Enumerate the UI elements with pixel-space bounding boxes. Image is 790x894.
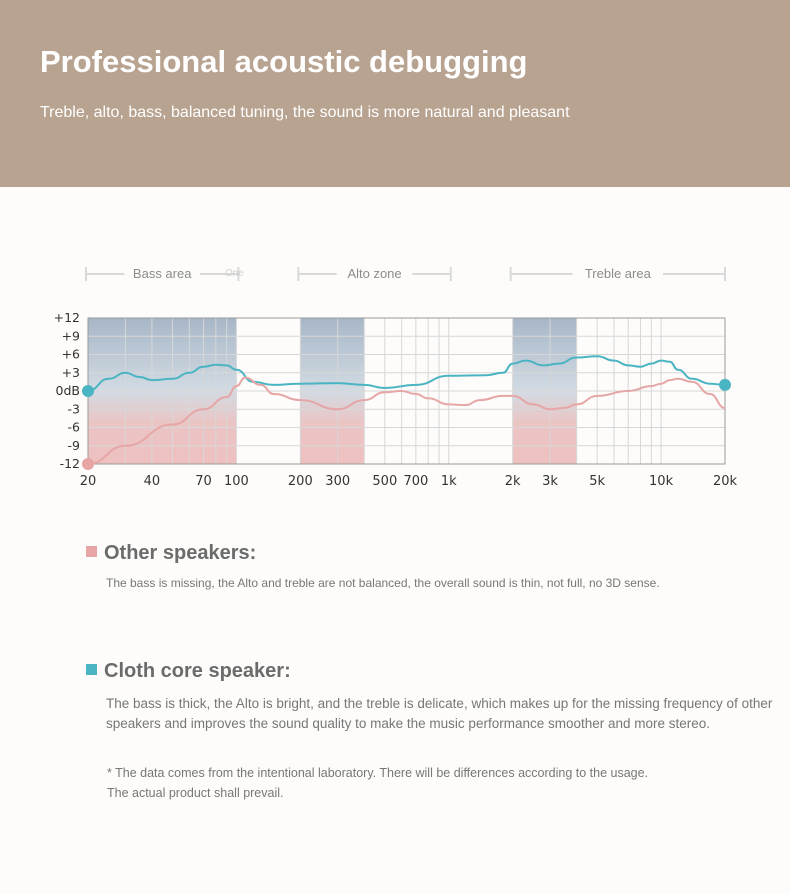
legend-cloth-core-speaker [86,660,776,740]
y-tick-label: +6 [61,346,80,362]
disclaimer-note: * The data comes from the intentional laboratory. There will be differences according to the usage. The actual product shall prevail. [107,766,649,800]
other-speakers-description: The bass is missing, the Alto and treble are not balanced, the overall sound is thin, not full, no 3D sense. [106,576,660,590]
header-banner [0,0,790,187]
legend-other-speakers [86,542,776,592]
y-tick-label: +9 [61,328,80,344]
x-tick-label: 5k [589,474,606,489]
x-tick-label: 10k [649,474,674,489]
region-label: Treble area [584,266,651,281]
y-tick-label: 0dB [55,383,80,398]
other-speakers-swatch [86,546,97,557]
other-start-marker [82,458,94,470]
page-title: Professional acoustic debugging [40,44,528,79]
x-tick-label: 200 [287,474,313,489]
x-tick-label: 300 [325,474,351,489]
y-tick-label: -12 [59,456,80,471]
region-overlap-text: One [224,268,244,279]
y-tick-label: -6 [67,419,80,435]
x-tick-label: 2k [504,474,521,489]
x-tick-label: 3k [542,474,558,489]
x-tick-label: 500 [372,474,398,489]
x-tick-label: 1k [440,474,457,489]
y-tick-label: -9 [67,437,80,453]
cloth-core-end-marker [719,379,731,391]
region-label: Alto zone [347,266,402,281]
x-tick-label: 700 [403,474,429,489]
cloth-core-description: The bass is thick, the Alto is bright, and the treble is delicate, which makes up for the missing frequency of other speakers and improves the sound quality to make the music performance smoother and more stereo. [106,696,773,731]
y-tick-label: -3 [67,401,80,417]
x-tick-label: 40 [143,474,161,489]
x-tick-label: 70 [195,474,212,489]
page-subtitle: Treble, alto, bass, balanced tuning, the sound is more natural and pleasant [40,104,570,121]
region-label: Bass area [132,266,192,281]
cloth-core-start-marker [82,385,94,397]
cloth-core-swatch [86,664,97,675]
y-tick-label: +12 [53,310,80,325]
x-tick-label: 20 [79,474,97,489]
other-speakers-title: Other speakers: [104,542,257,564]
cloth-core-title: Cloth core speaker: [104,660,291,682]
frequency-response-chart [0,250,790,500]
y-tick-label: +3 [61,364,80,380]
x-tick-label: 100 [224,474,249,489]
x-tick-label: 20k [712,474,738,489]
